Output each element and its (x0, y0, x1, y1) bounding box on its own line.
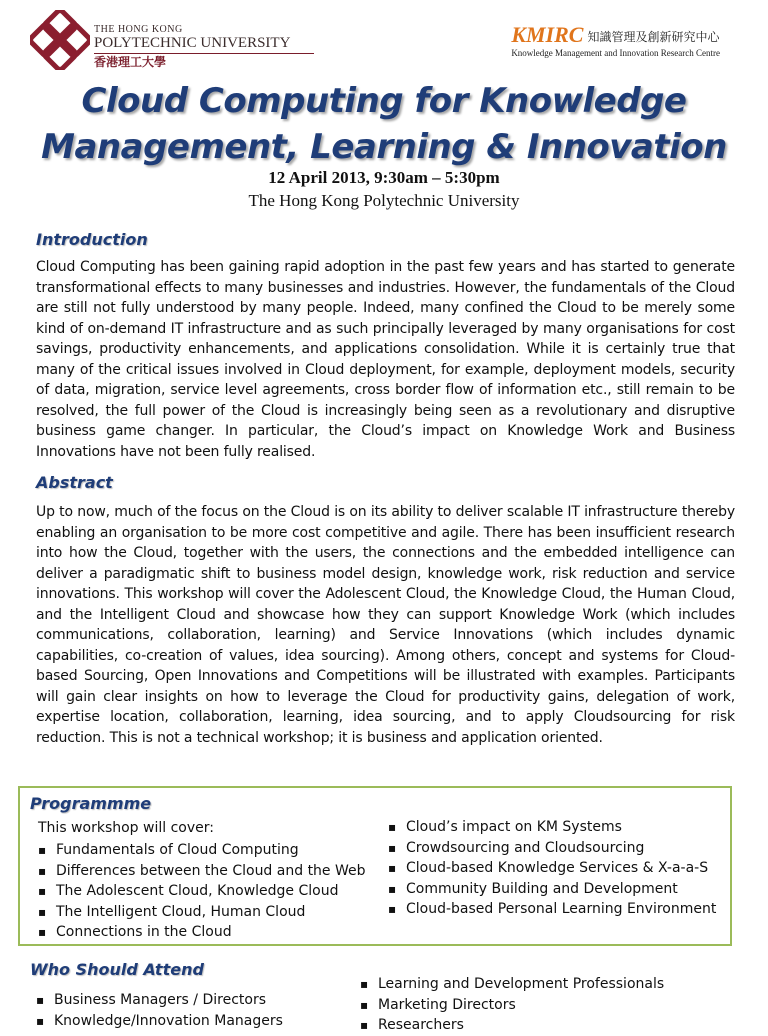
list-item: ▪ Cloud-based Personal Learning Environment (388, 899, 716, 920)
kmirc-full-name: Knowledge Management and Innovation Research Centre (511, 48, 720, 58)
who-should-attend-heading: Who Should Attend (30, 960, 204, 979)
header (0, 0, 768, 78)
kmirc-chinese-name: 知識管理及創新研究中心 (587, 30, 720, 44)
introduction-text: Cloud Computing has been gaining rapid adoption in the past few years and has started to generate transformational effects to many businesses and industries. However, the fundamentals of the Cloud are still not fully understood by many people. Indeed, many confined the Cloud to be merely some kind of on-demand IT infrastructure and as such principally leveraged by many organisations for cost savings, productivity enhancements, and applications consolidation. While it is certainly true that many of the critical issues involved in Cloud deployment, for example, deployment models, security of data, migration, service level agreements, cross border flow of information etc., still remain to be resolved, the full power of the Cloud is increasingly being seen as a revolutionary and disruptive business game changer. In particular, the Cloud’s impact on Knowledge Work and Business Innovations have not been fully realised. (36, 259, 735, 460)
list-item: ▪ The Adolescent Cloud, Knowledge Cloud (38, 881, 366, 902)
introduction-heading: Introduction (36, 230, 148, 249)
programme-box (18, 786, 732, 946)
attend-right-list (360, 974, 664, 1036)
list-item: ▪ Learning and Development Professionals (360, 974, 664, 995)
page-title (0, 78, 768, 170)
title-line1: Cloud Computing for Knowledge (81, 81, 687, 121)
list-item: ▪ Marketing Directors (360, 995, 664, 1016)
kmirc-name: KMIRC (511, 22, 584, 47)
event-date: 12 April 2013, 9:30am – 5:30pm (268, 168, 500, 187)
list-item: ▪ Crowdsourcing and Cloudsourcing (388, 838, 716, 859)
programme-left-list (38, 840, 366, 943)
polyu-logo-block (30, 10, 300, 72)
list-item: ▪ Researchers (360, 1015, 664, 1036)
abstract-text: Up to now, much of the focus on the Cloud is on its ability to deliver scalable IT infrastructure thereby enabling an organisation to be more cost competitive and agile. There has been insufficient research into how the Cloud, together with the users, the connections and the embedded intelligence can deliver a paradigmatic shift to business model design, knowledge work, risk reduction and service innovations. This workshop will cover the Adolescent Cloud, the Knowledge Cloud, the Human Cloud, and the Intelligent Cloud and showcase how they can support Knowledge Work (which includes communications, collaboration, learning) and Service Innovations (which includes dynamic capabilities, co-creation of values, idea sourcing). Among others, concept and systems for Cloud-based Sourcing, Open Innovations and Competitions will be illustrated with examples. Participants will gain clear insights on how to leverage the Cloud for productivity gains, delegation of work, expertise location, collaboration, learning, idea sourcing, and to apply Cloudsourcing for risk reduction. This is not a technical workshop; it is business and application oriented. (36, 504, 735, 746)
list-item: ▪ Connections in the Cloud (38, 922, 366, 943)
list-item: ▪ Business Managers / Directors (36, 990, 283, 1011)
list-item: ▪ The Intelligent Cloud, Human Cloud (38, 902, 366, 923)
list-item: ▪ Community Building and Development (388, 879, 716, 900)
programme-intro: This workshop will cover: (38, 820, 214, 836)
event-venue: The Hong Kong Polytechnic University (248, 191, 520, 210)
list-item: ▪ Cloud-based Knowledge Services & X-a-a-S (388, 858, 716, 879)
polyu-line1: THE HONG KONG (94, 24, 183, 35)
list-item: ▪ Knowledge/Innovation Managers (36, 1011, 283, 1032)
kmirc-logo-block (511, 24, 720, 58)
polyu-line2: POLYTECHNIC UNIVERSITY (94, 35, 314, 54)
list-item: ▪ Fundamentals of Cloud Computing (38, 840, 366, 861)
title-line2: Management, Learning & Innovation (41, 127, 727, 167)
list-item: ▪ Cloud’s impact on KM Systems (388, 817, 716, 838)
polyu-emblem-icon (30, 10, 90, 70)
abstract-heading: Abstract (36, 473, 113, 492)
list-item: ▪ Differences between the Cloud and the Web (38, 861, 366, 882)
polyu-line3: 香港理工大學 (94, 55, 167, 69)
polyu-wordmark (94, 24, 314, 70)
attend-left-list (36, 990, 283, 1031)
programme-heading: Programmme (30, 794, 152, 813)
programme-right-list (388, 817, 716, 920)
